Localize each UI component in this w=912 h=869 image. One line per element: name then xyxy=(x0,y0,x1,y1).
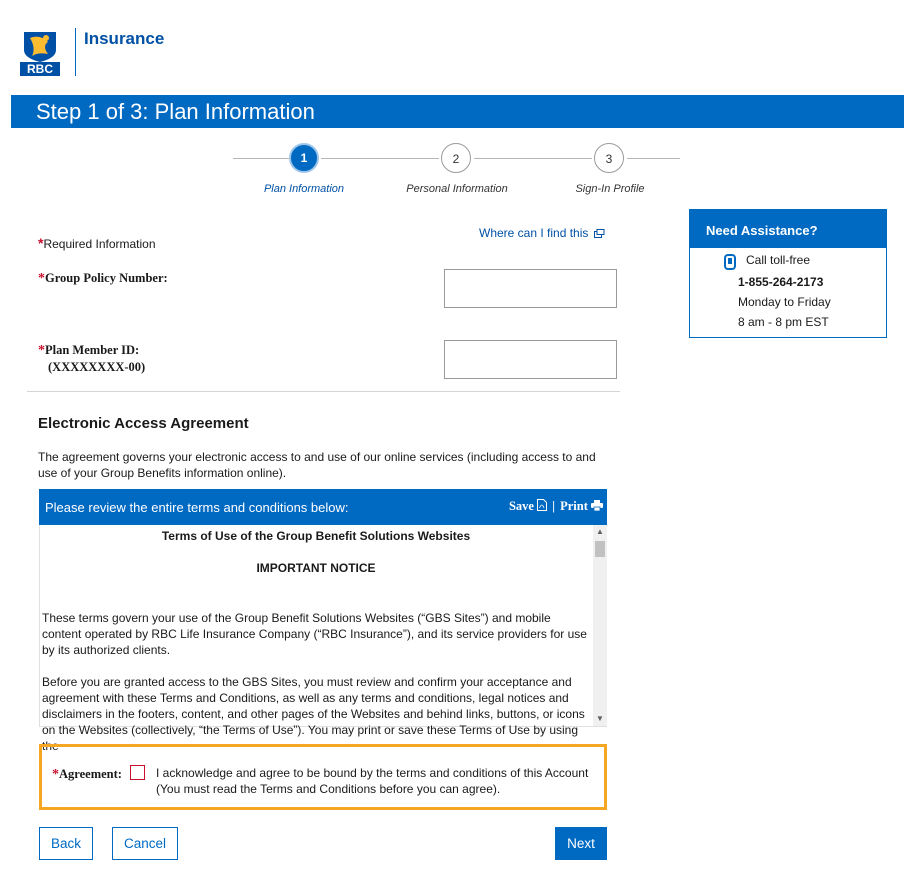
terms-actions xyxy=(509,499,603,514)
section-title: Electronic Access Agreement xyxy=(38,415,249,432)
external-window-icon xyxy=(594,229,605,238)
phone-icon xyxy=(724,254,736,275)
agreement-checkbox[interactable] xyxy=(130,765,145,780)
group-policy-label-text: Group Policy Number: xyxy=(45,271,168,285)
step-3-label: Sign-In Profile xyxy=(575,183,645,195)
required-note xyxy=(38,235,156,251)
call-label: Call toll-free xyxy=(746,253,811,267)
brand-name: Insurance xyxy=(84,29,165,48)
terms-notice: IMPORTANT NOTICE xyxy=(256,561,376,575)
cancel-button[interactable]: Cancel xyxy=(112,827,178,860)
agreement-text-line1: I acknowledge and agree to be bound by the terms and conditions of this Account xyxy=(156,766,589,780)
support-hours: 8 am - 8 pm EST xyxy=(738,315,829,329)
member-id-label-text: Plan Member ID: xyxy=(45,343,140,357)
pdf-icon xyxy=(537,499,547,511)
scrollbar[interactable] xyxy=(593,525,607,726)
terms-title: Terms of Use of the Group Benefit Solutions Websites xyxy=(161,529,471,543)
logo-text: RBC xyxy=(27,62,53,76)
where-find-link[interactable] xyxy=(479,226,605,240)
agreement-text-line2: (You must read the Terms and Conditions before you can agree). xyxy=(156,782,501,796)
logo-divider xyxy=(75,28,76,76)
group-policy-label xyxy=(38,271,168,287)
progress-line xyxy=(627,158,680,159)
progress-line xyxy=(474,158,592,159)
rbc-logo xyxy=(18,28,62,76)
terms-header xyxy=(39,489,607,525)
required-marker: * xyxy=(38,343,45,358)
step-2-indicator: 2 xyxy=(441,143,471,173)
terms-content xyxy=(42,525,590,754)
step-1-indicator: 1 xyxy=(289,143,319,173)
phone-number[interactable]: 1-855-264-2173 xyxy=(738,275,824,289)
required-note-text: Required Information xyxy=(43,237,156,251)
save-label[interactable]: Save xyxy=(508,499,534,513)
printer-icon xyxy=(591,500,603,511)
step-2-label: Personal Information xyxy=(406,183,508,195)
group-policy-input[interactable] xyxy=(444,269,617,308)
scroll-thumb[interactable] xyxy=(595,541,605,557)
where-find-link-text[interactable]: Where can I find this xyxy=(479,226,589,240)
scroll-up-icon[interactable]: ▲ xyxy=(596,527,604,536)
action-separator: | xyxy=(552,499,555,513)
member-id-format: (XXXXXXXX-00) xyxy=(48,360,146,374)
required-marker: * xyxy=(38,235,44,251)
save-button[interactable] xyxy=(509,499,550,513)
step-banner xyxy=(11,95,904,128)
agreement-label xyxy=(52,767,122,783)
member-id-input[interactable] xyxy=(444,340,617,379)
terms-paragraph: Before you are granted access to the GBS Sites, you must review and confirm your acceptance and agreement with these Terms and Conditions, as well as any terms and conditions, legal notices and disclaimers in the footers, content, and other pages of the Websites and behind links, buttons, or icons on the Websites (collectively, “the Terms of Use”). You may print or save these Terms of Use by using the xyxy=(42,675,585,753)
assistance-panel xyxy=(689,209,887,338)
assistance-title: Need Assistance? xyxy=(690,210,886,248)
agreement-box xyxy=(39,744,607,810)
support-days: Monday to Friday xyxy=(738,295,831,309)
step-1-label: Plan Information xyxy=(263,183,345,195)
print-label[interactable]: Print xyxy=(560,499,588,513)
terms-paragraph: These terms govern your use of the Group Benefit Solutions Websites (“GBS Sites”) and mobile content operated by RBC Life Insurance Company (“RBC Insurance”), and its service providers for use by its authorized clients. xyxy=(42,611,587,657)
print-button[interactable] xyxy=(560,499,603,513)
step-3-indicator: 3 xyxy=(594,143,624,173)
divider xyxy=(27,391,620,392)
progress-line xyxy=(233,158,289,159)
page-title: Step 1 of 3: Plan Information xyxy=(36,99,315,124)
required-marker: * xyxy=(52,767,59,782)
next-button[interactable]: Next xyxy=(555,827,607,860)
agreement-text xyxy=(156,765,596,797)
required-marker: * xyxy=(38,271,45,286)
scroll-down-icon[interactable]: ▼ xyxy=(596,714,604,723)
progress-line xyxy=(321,158,439,159)
member-id-label xyxy=(38,342,145,376)
terms-header-text: Please review the entire terms and conditions below: xyxy=(45,500,349,515)
agreement-label-text: Agreement: xyxy=(59,767,122,781)
section-description: The agreement governs your electronic access to and use of our online services (including access to and use of your Group Benefits information online). xyxy=(38,450,596,480)
terms-scroll-box[interactable] xyxy=(39,525,607,753)
back-button[interactable]: Back xyxy=(39,827,93,860)
